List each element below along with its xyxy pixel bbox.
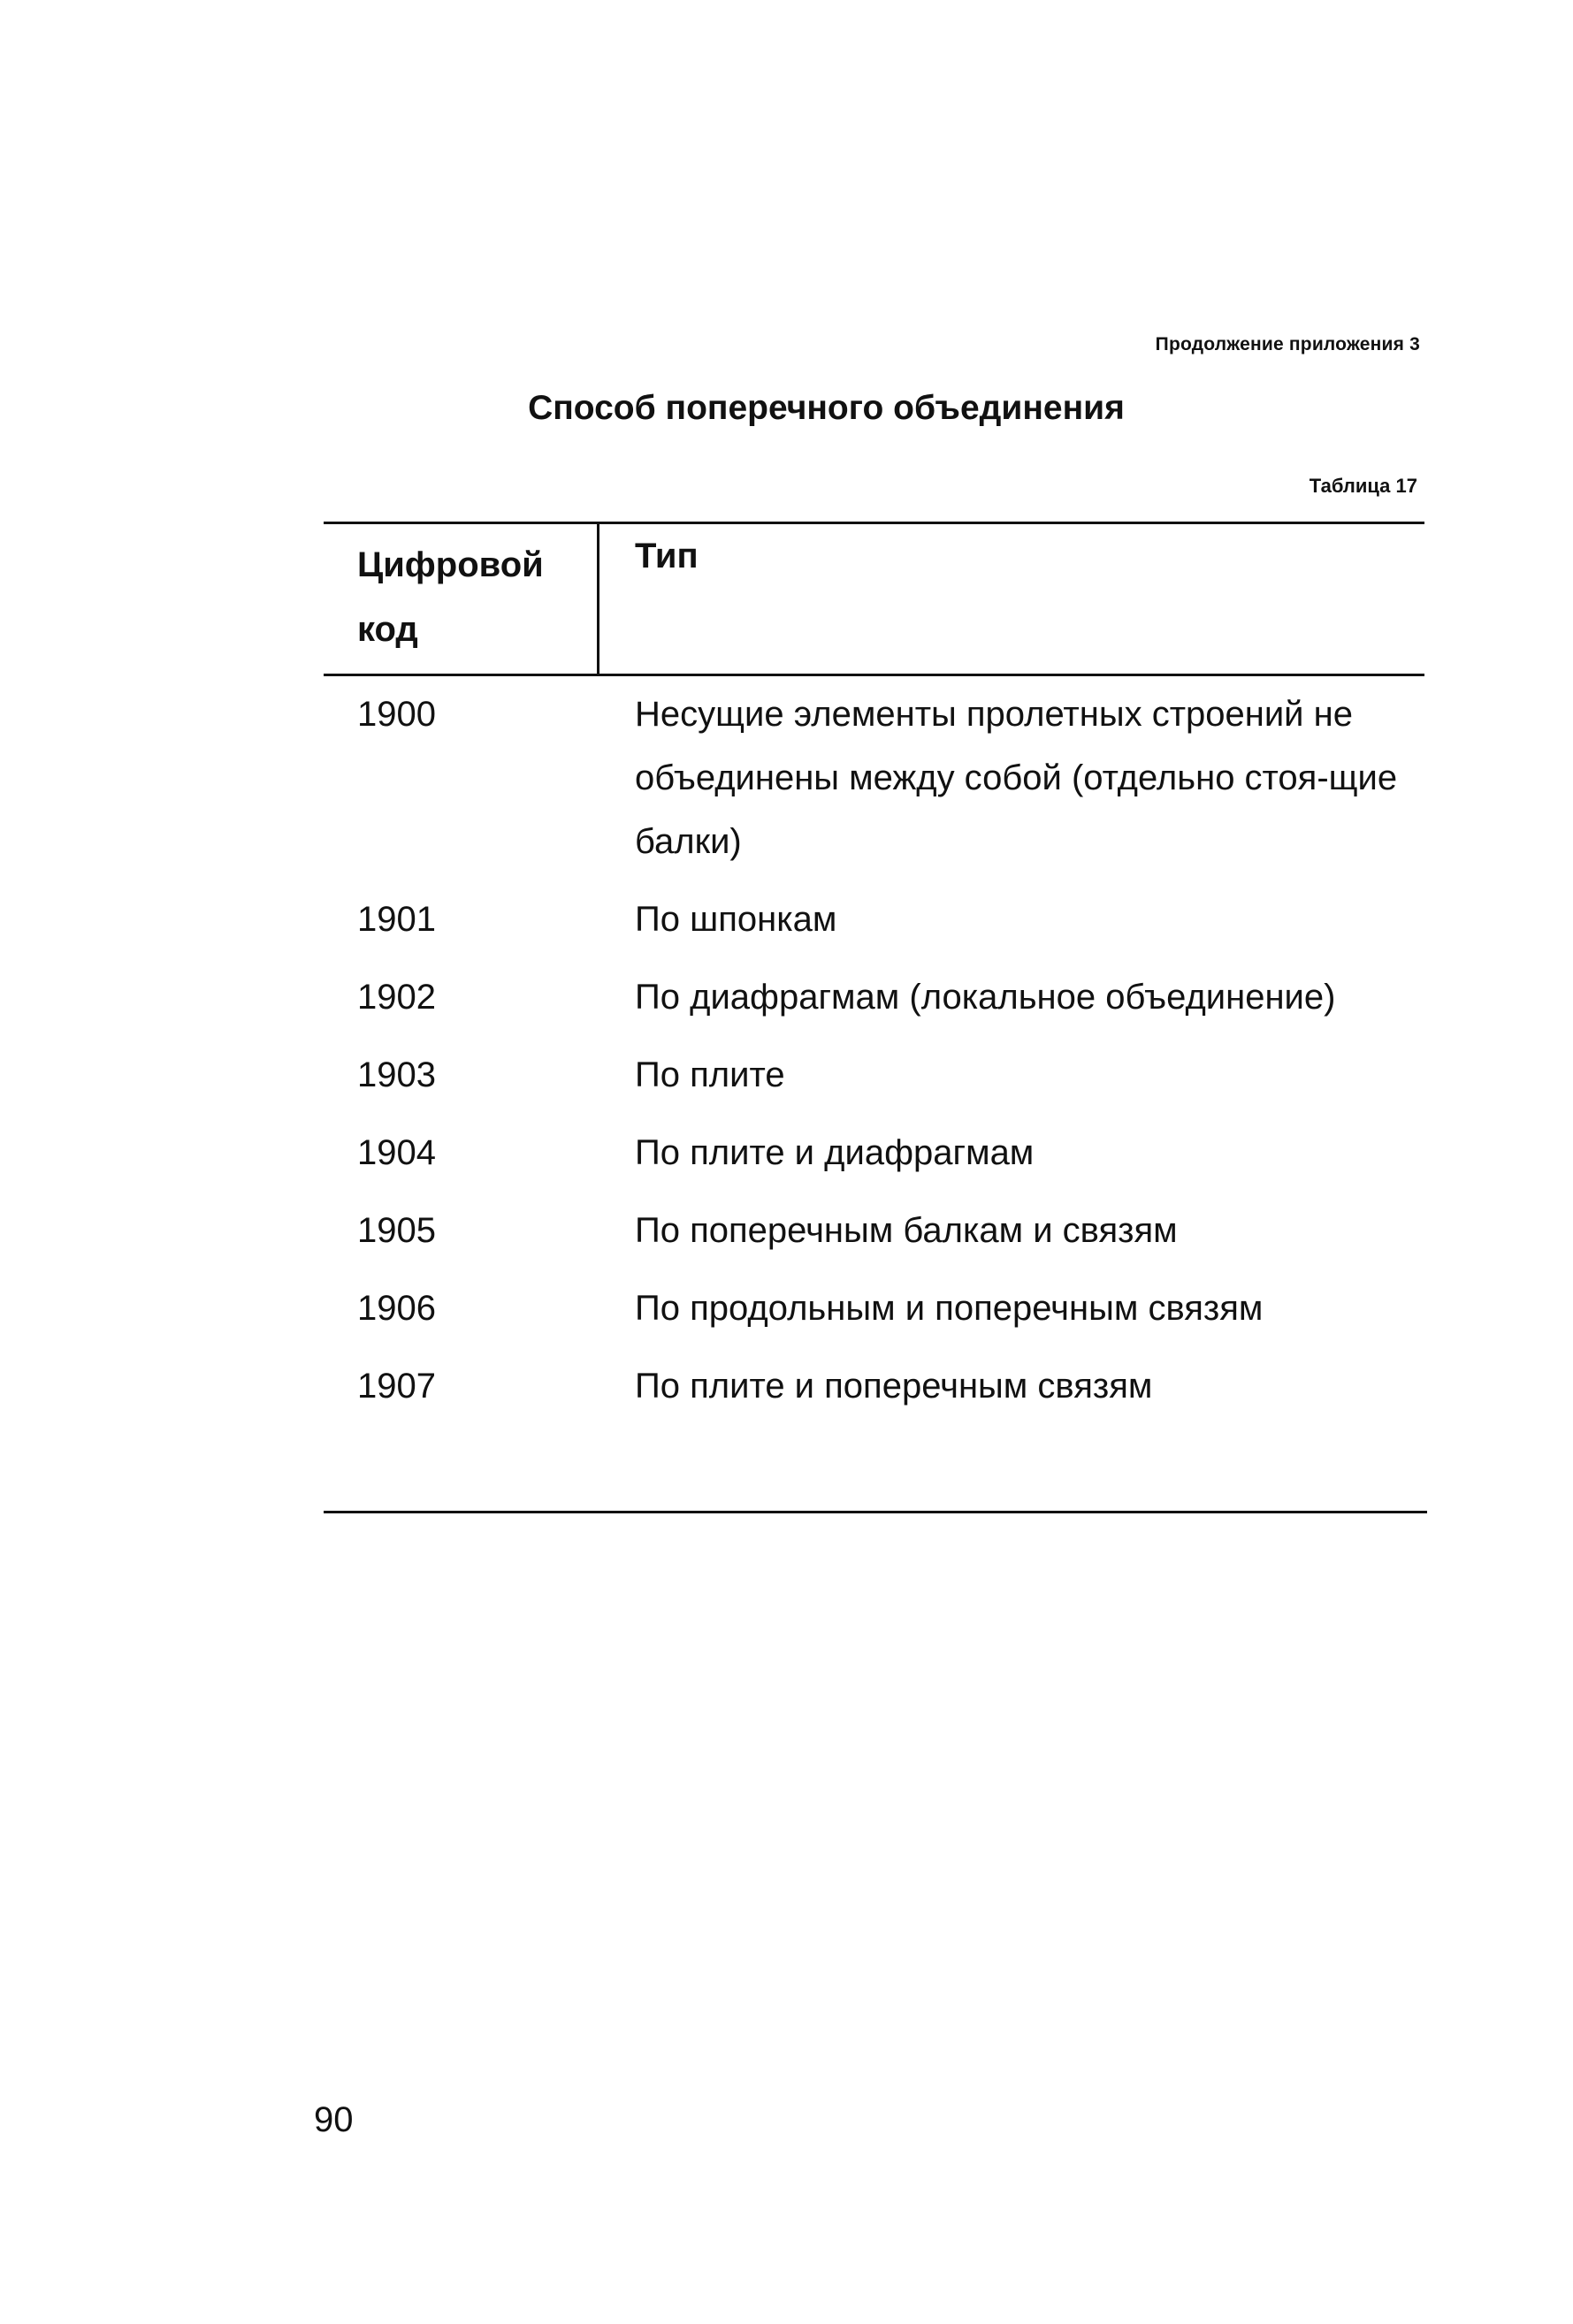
row-type: По шпонкам bbox=[635, 900, 837, 939]
table-row bbox=[357, 1354, 1427, 1418]
table-label: Таблица 17 bbox=[1309, 475, 1417, 497]
table-body bbox=[357, 682, 1427, 1432]
column-divider bbox=[597, 522, 599, 674]
row-type: По плите и поперечным связям bbox=[635, 1367, 1153, 1406]
row-type: По плите bbox=[635, 1055, 785, 1094]
row-code: 1900 bbox=[357, 695, 436, 734]
row-code: 1901 bbox=[357, 900, 436, 939]
row-code: 1904 bbox=[357, 1133, 436, 1172]
table-header-rule bbox=[324, 674, 1424, 676]
row-code: 1903 bbox=[357, 1055, 436, 1094]
row-type: Несущие элементы пролетных строений не объединены между собой (отдельно стоя-щие балки) bbox=[635, 695, 1398, 861]
row-type: По диафрагмам (локальное объединение) bbox=[635, 978, 1336, 1017]
row-type: По поперечным балкам и связям bbox=[635, 1211, 1178, 1250]
table-row bbox=[357, 682, 1427, 873]
row-code: 1907 bbox=[357, 1367, 436, 1406]
table-row bbox=[357, 888, 1427, 951]
column-header-type: Тип bbox=[635, 537, 699, 575]
continuation-label: Продолжение приложения 3 bbox=[1155, 334, 1420, 354]
page-title: Способ поперечного объединения bbox=[528, 389, 1125, 427]
row-code: 1905 bbox=[357, 1211, 436, 1250]
table-top-rule bbox=[324, 522, 1424, 524]
row-type: По продольным и поперечным связям bbox=[635, 1289, 1264, 1328]
table-row bbox=[357, 1043, 1427, 1107]
table-row bbox=[357, 965, 1427, 1029]
row-code: 1906 bbox=[357, 1289, 436, 1328]
table-row bbox=[357, 1199, 1427, 1262]
page-number: 90 bbox=[314, 2100, 354, 2139]
row-code: 1902 bbox=[357, 978, 436, 1017]
column-header-code: Цифровой код bbox=[357, 545, 544, 649]
table-bottom-rule bbox=[324, 1511, 1427, 1513]
table-row bbox=[357, 1121, 1427, 1185]
table-row bbox=[357, 1276, 1427, 1340]
row-type: По плите и диафрагмам bbox=[635, 1133, 1035, 1172]
